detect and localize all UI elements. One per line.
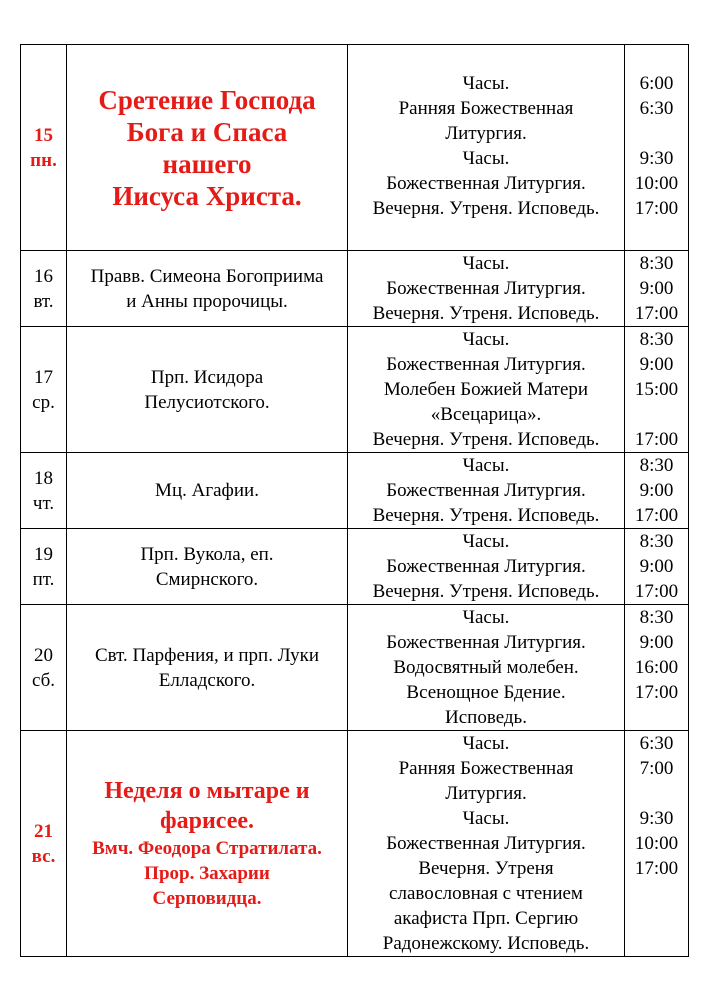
service-line: славословная с чтением	[389, 883, 583, 904]
service-line: «Всецарица».	[430, 404, 542, 425]
services-cell	[348, 453, 625, 529]
service-line: Божественная Литургия.	[386, 173, 586, 194]
day-date: 21	[34, 820, 53, 842]
service-time: 17:00	[634, 505, 679, 526]
day-row	[21, 251, 689, 327]
feast-cell	[67, 453, 348, 529]
day-cell	[21, 453, 67, 529]
day-cell	[21, 45, 67, 251]
service-time: 9:00	[639, 480, 674, 501]
feast-line: Правв. Симеона Богоприима	[90, 265, 324, 287]
day-row	[21, 453, 689, 529]
service-time: 17:00	[634, 303, 679, 324]
service-line: Радонежскому. Исповедь.	[382, 933, 590, 954]
day-date: 15	[34, 124, 53, 146]
service-line: Часы.	[462, 531, 510, 552]
service-line: Исповедь.	[445, 707, 527, 728]
day-row	[21, 605, 689, 731]
feast-title-line: Неделя о мытаре и	[104, 778, 310, 804]
service-line: Литургия.	[445, 783, 527, 804]
feast-line: Иисуса Христа.	[112, 180, 302, 211]
feast-line: Пелусиотского.	[144, 391, 270, 413]
service-line: Вечерня. Утреня. Исповедь.	[372, 198, 600, 219]
day-cell	[21, 731, 67, 957]
day-weekday: чт.	[32, 492, 55, 514]
services-cell	[348, 731, 625, 957]
service-time: 9:00	[639, 354, 674, 375]
feast-line: Серповидца.	[152, 888, 262, 909]
feast-line: нашего	[162, 148, 252, 179]
service-line: Вечерня. Утреня. Исповедь.	[372, 505, 600, 526]
service-line: Водосвятный молебен.	[393, 657, 579, 678]
day-weekday: пт.	[32, 568, 55, 590]
service-line: Молебен Божией Матери	[383, 379, 589, 400]
service-line: Литургия.	[445, 123, 527, 144]
service-line: Вечерня. Утреня. Исповедь.	[372, 581, 600, 602]
services-cell	[348, 251, 625, 327]
service-time: 9:30	[639, 808, 674, 829]
service-time: 9:30	[639, 148, 674, 169]
day-weekday: вс.	[31, 845, 56, 867]
service-line: Часы.	[462, 73, 510, 94]
service-line: Ранняя Божественная	[398, 98, 574, 119]
service-time: 8:30	[639, 455, 674, 476]
services-cell	[348, 605, 625, 731]
day-row	[21, 731, 689, 957]
feast-cell	[67, 45, 348, 251]
feast-line: Прп. Вукола, еп.	[140, 543, 274, 565]
times-cell	[625, 327, 689, 453]
times-cell	[625, 529, 689, 605]
service-line: Вечерня. Утреня. Исповедь.	[372, 303, 600, 324]
day-weekday: ср.	[32, 391, 55, 413]
feast-line: Свт. Парфения, и прп. Луки	[94, 644, 320, 666]
services-cell	[348, 327, 625, 453]
feast-line: Елладского.	[158, 669, 256, 691]
feast-line: Смирнского.	[155, 568, 259, 590]
feast-line: Сретение Господа	[98, 84, 316, 115]
feast-line: и Анны пророчицы.	[126, 290, 288, 312]
service-line: Часы.	[462, 607, 510, 628]
times-cell	[625, 45, 689, 251]
feast-line: Прп. Исидора	[150, 366, 264, 388]
service-line: Часы.	[462, 733, 510, 754]
day-row	[21, 529, 689, 605]
service-line: Часы.	[462, 148, 510, 169]
feast-line: Прор. Захарии	[144, 863, 270, 884]
service-line: Божественная Литургия.	[386, 480, 586, 501]
service-line: Божественная Литургия.	[386, 632, 586, 653]
service-line: Часы.	[462, 455, 510, 476]
feast-line: Бога и Спаса	[126, 116, 288, 147]
service-line: Божественная Литургия.	[386, 556, 586, 577]
service-line: Божественная Литургия.	[386, 833, 586, 854]
service-line: Ранняя Божественная	[398, 758, 574, 779]
time-spacer	[625, 121, 688, 146]
day-date: 19	[34, 543, 53, 565]
day-cell	[21, 251, 67, 327]
feast-cell	[67, 251, 348, 327]
service-time: 9:00	[639, 278, 674, 299]
feast-title-line: фарисее.	[159, 808, 255, 834]
service-time: 10:00	[634, 173, 679, 194]
service-line: Часы.	[462, 808, 510, 829]
day-row	[21, 45, 689, 251]
service-time: 6:30	[639, 98, 674, 119]
day-weekday: пн.	[30, 149, 57, 171]
times-cell	[625, 605, 689, 731]
day-weekday: вт.	[33, 290, 54, 312]
service-line: Всенощное Бдение.	[406, 682, 566, 703]
service-time: 6:00	[639, 73, 674, 94]
service-line: Часы.	[462, 253, 510, 274]
day-cell	[21, 327, 67, 453]
schedule-body	[21, 45, 689, 957]
day-date: 16	[34, 265, 53, 287]
service-time: 8:30	[639, 253, 674, 274]
feast-cell	[67, 327, 348, 453]
service-time: 9:00	[639, 556, 674, 577]
time-spacer	[625, 402, 688, 427]
day-row	[21, 327, 689, 453]
service-line: Вечерня. Утреня	[418, 858, 554, 879]
service-line: Божественная Литургия.	[386, 354, 586, 375]
service-time: 16:00	[634, 657, 679, 678]
schedule-table	[20, 44, 689, 957]
times-cell	[625, 453, 689, 529]
service-time: 6:30	[639, 733, 674, 754]
service-time: 17:00	[634, 429, 679, 450]
service-time: 17:00	[634, 682, 679, 703]
services-cell	[348, 45, 625, 251]
day-weekday: сб.	[31, 669, 56, 691]
service-line: Божественная Литургия.	[386, 278, 586, 299]
feast-cell	[67, 605, 348, 731]
service-time: 15:00	[634, 379, 679, 400]
day-cell	[21, 605, 67, 731]
day-date: 20	[34, 644, 53, 666]
feast-cell	[67, 529, 348, 605]
service-time: 7:00	[639, 758, 674, 779]
service-line: Часы.	[462, 329, 510, 350]
feast-line: Вмч. Феодора Стратилата.	[92, 838, 322, 859]
feast-cell	[67, 731, 348, 957]
service-time: 8:30	[639, 607, 674, 628]
service-time: 8:30	[639, 329, 674, 350]
day-date: 18	[34, 467, 53, 489]
services-cell	[348, 529, 625, 605]
service-time: 10:00	[634, 833, 679, 854]
day-date: 17	[34, 366, 53, 388]
service-line: акафиста Прп. Сергию	[393, 908, 579, 929]
time-spacer	[625, 781, 688, 806]
service-time: 17:00	[634, 581, 679, 602]
day-cell	[21, 529, 67, 605]
service-time: 9:00	[639, 632, 674, 653]
service-time: 8:30	[639, 531, 674, 552]
service-time: 17:00	[634, 858, 679, 879]
times-cell	[625, 251, 689, 327]
service-line: Вечерня. Утреня. Исповедь.	[372, 429, 600, 450]
times-cell	[625, 731, 689, 957]
feast-line: Мц. Агафии.	[155, 480, 259, 501]
service-time: 17:00	[634, 198, 679, 219]
